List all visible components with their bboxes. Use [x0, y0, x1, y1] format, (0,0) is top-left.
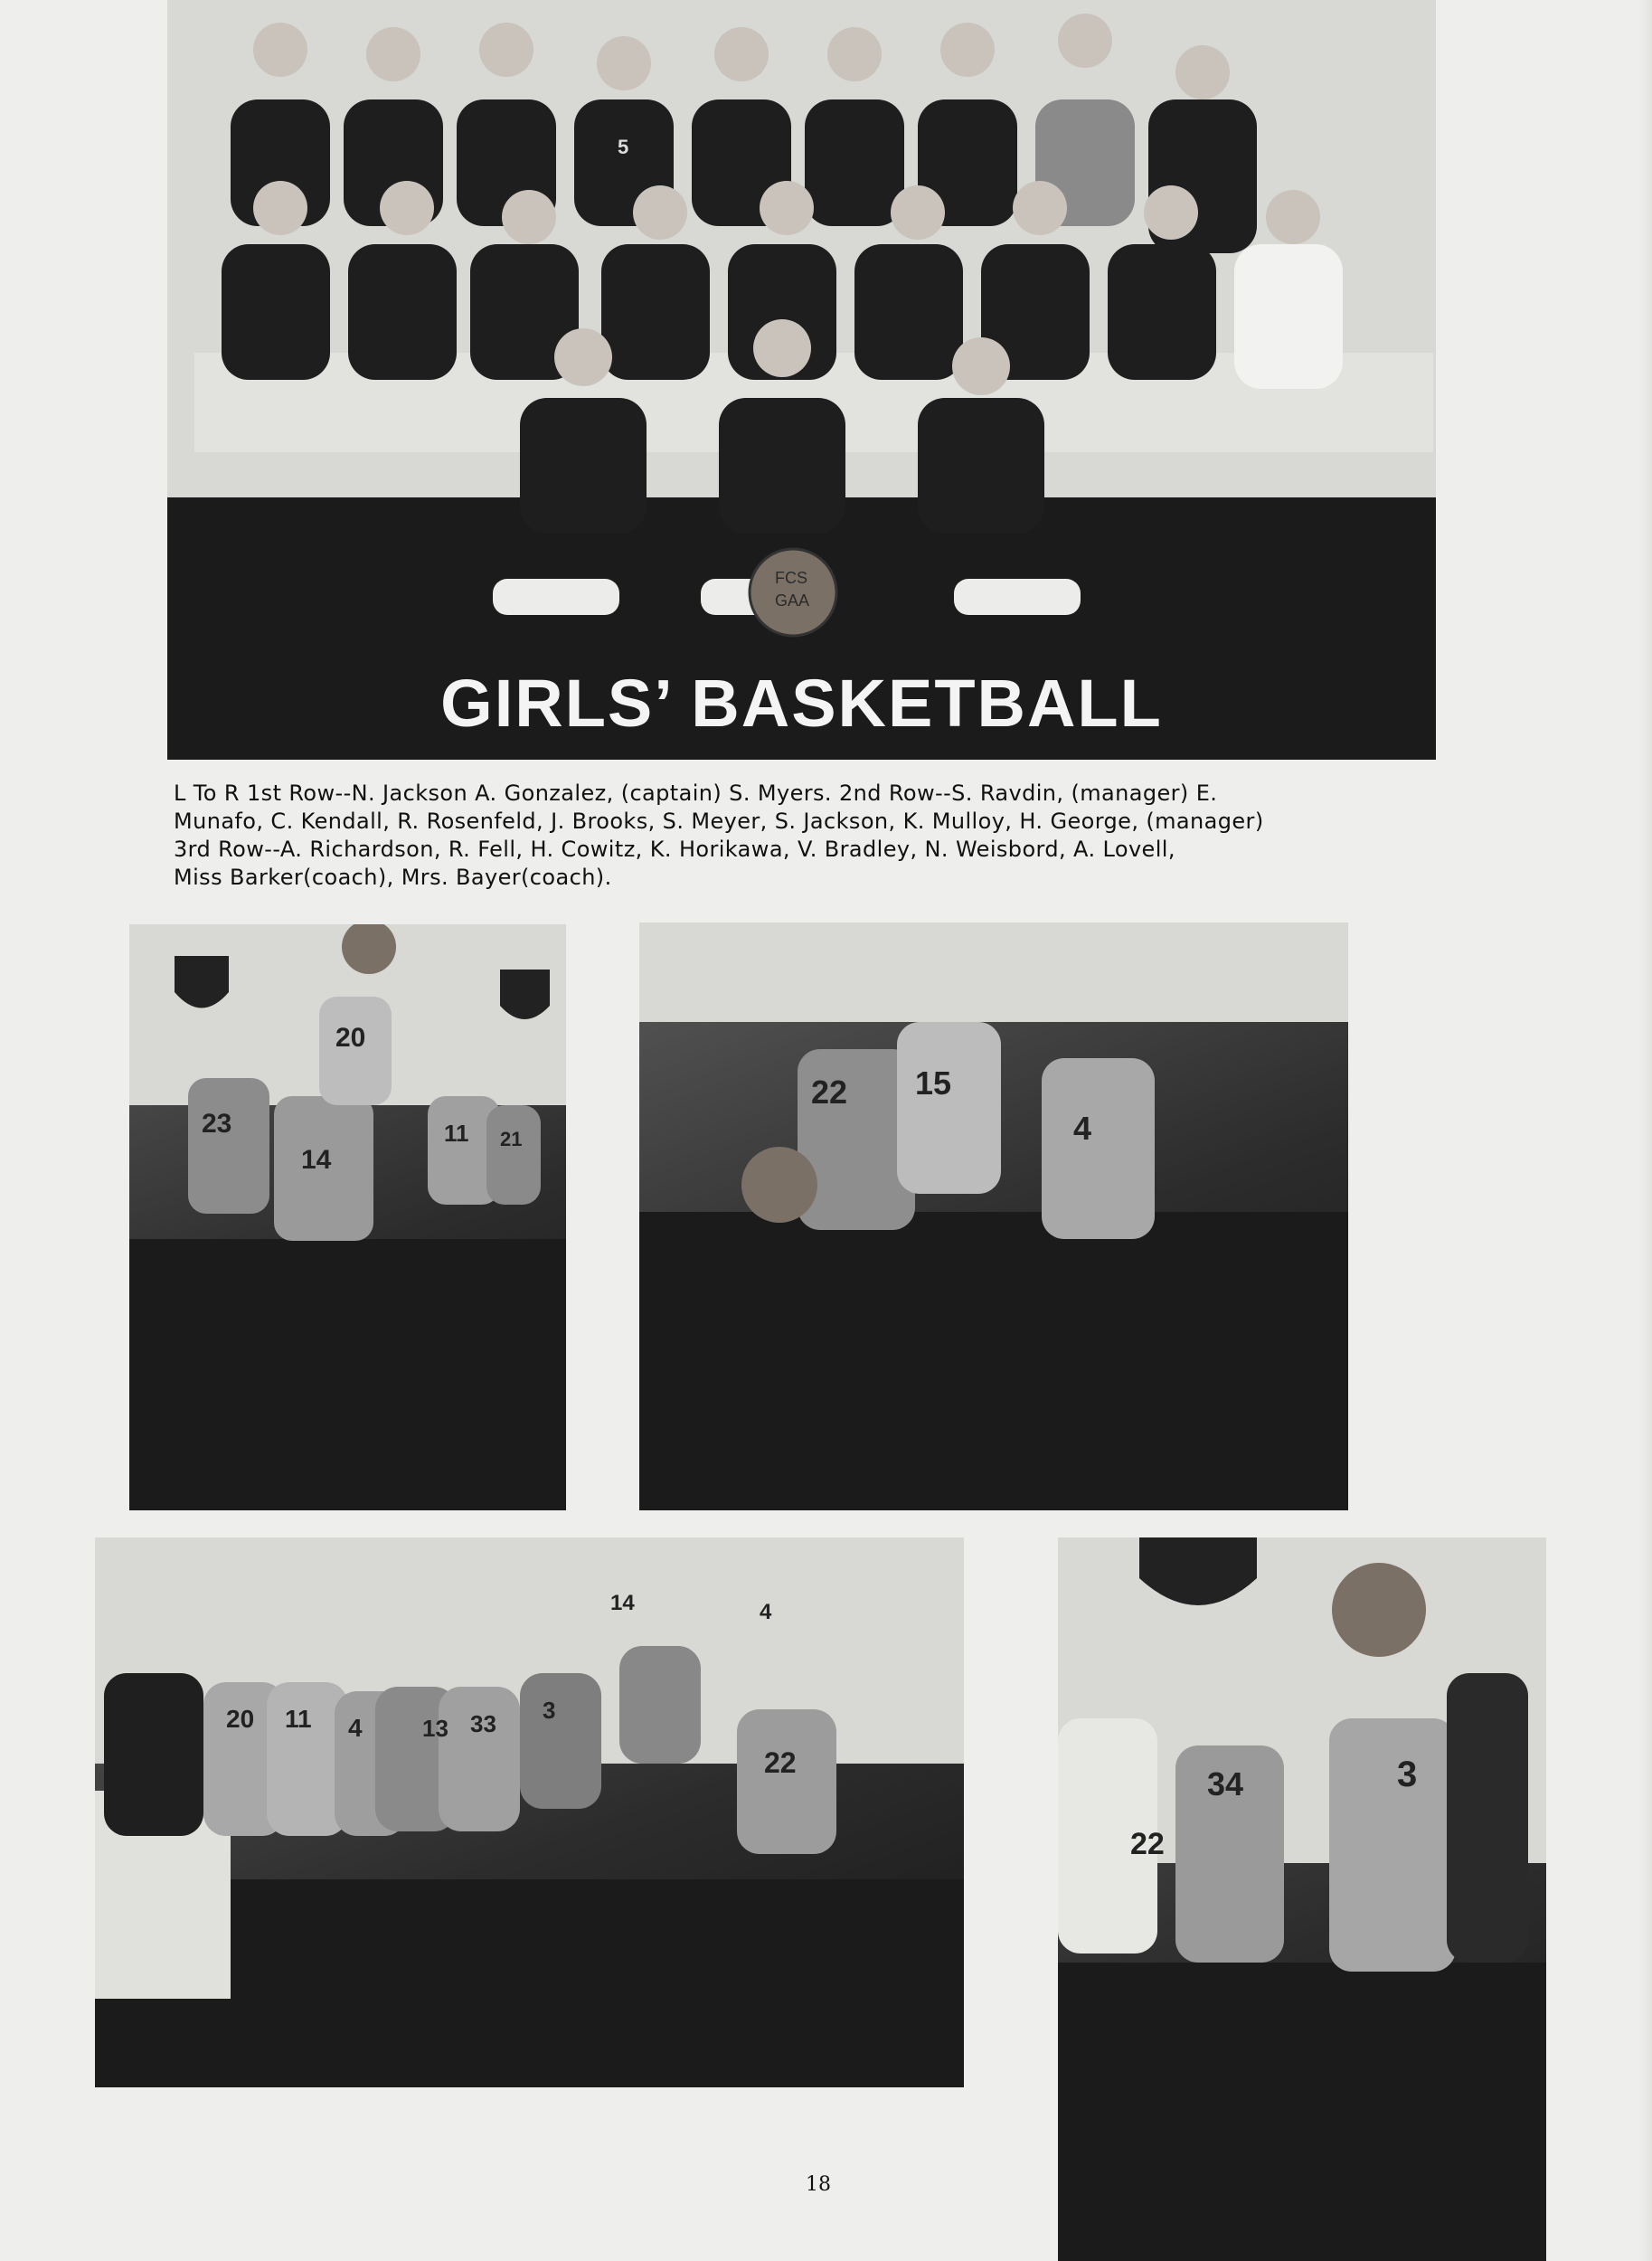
photo-title: GIRLS’ BASKETBALL: [440, 666, 1163, 741]
jersey-number: 34: [1207, 1765, 1244, 1802]
players: [1058, 1537, 1546, 2261]
players: [639, 922, 1348, 1510]
jersey-number: 22: [811, 1074, 848, 1111]
jersey-number: 5: [618, 136, 629, 158]
caption-line: Munafo, C. Kendall, R. Rosenfeld, J. Brooks, S. Meyer, S. Jackson, K. Mulloy, H. George, (manager): [174, 809, 1264, 834]
jersey-number: 11: [444, 1120, 469, 1147]
caption-line: 3rd Row--A. Richardson, R. Fell, H. Cowitz, K. Horikawa, V. Bradley, N. Weisbord, A. Lovell,: [174, 837, 1175, 862]
caption-line: Miss Barker(coach), Mrs. Bayer(coach).: [174, 865, 612, 890]
jersey-number: 4: [1073, 1110, 1092, 1147]
jersey-number: 4: [760, 1600, 772, 1624]
jersey-number: 13: [422, 1715, 448, 1742]
jersey-number: 3: [543, 1697, 556, 1724]
action-photo-right: [639, 922, 1348, 1510]
page-edge: [1639, 0, 1652, 2261]
jersey-number: 22: [764, 1746, 797, 1779]
page-number: 18: [806, 2173, 831, 2196]
jersey-number: 11: [285, 1705, 312, 1733]
jersey-number: 14: [301, 1145, 332, 1175]
players: [129, 924, 566, 1510]
team-caption: [174, 780, 1485, 892]
ball-text-2: GAA: [775, 591, 810, 610]
jersey-number: 4: [348, 1714, 363, 1742]
bench-photo: [95, 1537, 964, 2087]
ball-text-1: FCS: [775, 569, 807, 587]
jersey-number: 21: [500, 1128, 523, 1150]
team-figures: [167, 0, 1436, 760]
jersey-number: 20: [335, 1023, 366, 1053]
action-photo-left: [129, 924, 566, 1510]
players: [95, 1537, 964, 2087]
jersey-number: 3: [1397, 1755, 1418, 1794]
caption-line: L To R 1st Row--N. Jackson A. Gonzalez, (captain) S. Myers. 2nd Row--S. Ravdin, (manager) E.: [174, 780, 1218, 806]
action-photo-corner: [1058, 1537, 1546, 2261]
jersey-number: 14: [610, 1591, 635, 1615]
jersey-number: 22: [1130, 1827, 1165, 1861]
jersey-number: 20: [226, 1705, 255, 1733]
jersey-number: 15: [915, 1064, 952, 1102]
jersey-number: 23: [202, 1109, 232, 1139]
jersey-number: 33: [470, 1710, 496, 1737]
team-photo: [167, 0, 1436, 760]
